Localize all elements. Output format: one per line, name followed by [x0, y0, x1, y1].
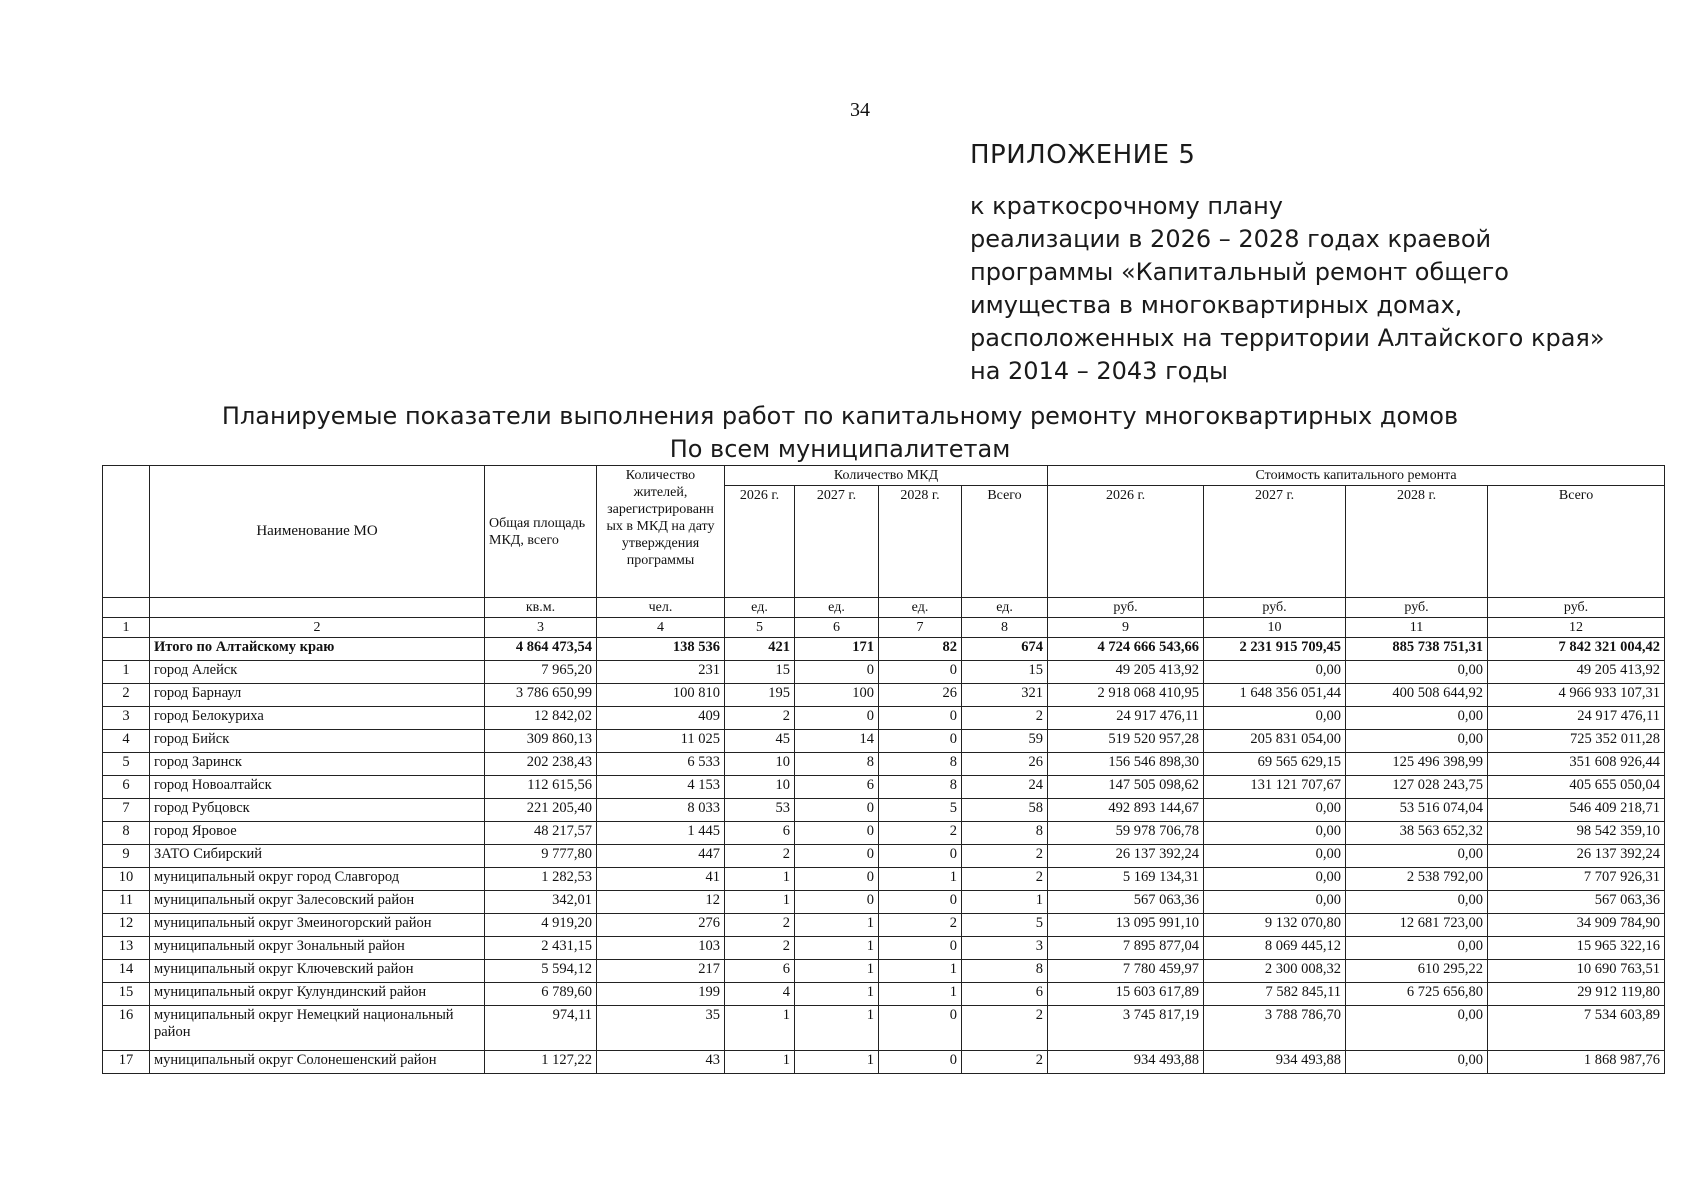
- row-mkd-2028: 0: [879, 937, 962, 960]
- row-residents: 12: [597, 891, 725, 914]
- appendix-subtitle-line: реализации в 2026 – 2028 годах краевой: [970, 225, 1492, 253]
- column-numbers-row: [103, 618, 1665, 638]
- row-mkd-2027: 1: [795, 983, 879, 1006]
- row-cost-total: 15 965 322,16: [1488, 937, 1665, 960]
- row-area: 4 919,20: [485, 914, 597, 937]
- row-area: 5 594,12: [485, 960, 597, 983]
- row-cost-total: 4 966 933 107,31: [1488, 684, 1665, 707]
- row-mkd-2027: 0: [795, 822, 879, 845]
- row-cost-2028: 0,00: [1346, 891, 1488, 914]
- header-index-cell: [103, 466, 150, 598]
- row-residents: 231: [597, 661, 725, 684]
- row-index: 6: [103, 776, 150, 799]
- row-area: 342,01: [485, 891, 597, 914]
- row-cost-2027: 0,00: [1204, 661, 1346, 684]
- unit-cell: руб.: [1488, 598, 1665, 618]
- row-residents: 11 025: [597, 730, 725, 753]
- row-cost-2028: 6 725 656,80: [1346, 983, 1488, 1006]
- row-residents: 1 445: [597, 822, 725, 845]
- total-cost-2027: 2 231 915 709,45: [1204, 638, 1346, 661]
- row-cost-2027: 0,00: [1204, 891, 1346, 914]
- row-cost-2027: 69 565 629,15: [1204, 753, 1346, 776]
- header-name: Наименование МО: [150, 466, 485, 598]
- row-residents: 276: [597, 914, 725, 937]
- row-cost-2028: 0,00: [1346, 845, 1488, 868]
- total-area: 4 864 473,54: [485, 638, 597, 661]
- row-mkd-2027: 0: [795, 661, 879, 684]
- row-area: 221 205,40: [485, 799, 597, 822]
- row-cost-total: 29 912 119,80: [1488, 983, 1665, 1006]
- row-cost-2027: 0,00: [1204, 845, 1346, 868]
- row-mkd-2026: 2: [725, 937, 795, 960]
- row-name: город Заринск: [150, 753, 485, 776]
- row-mkd-2028: 8: [879, 753, 962, 776]
- row-index: 17: [103, 1051, 150, 1074]
- appendix-subtitle: [970, 190, 1610, 388]
- row-cost-2026: 934 493,88: [1048, 1051, 1204, 1074]
- row-mkd-2028: 2: [879, 914, 962, 937]
- header-cost-2027: 2027 г.: [1204, 486, 1346, 598]
- table-row: [103, 661, 1665, 684]
- row-residents: 199: [597, 983, 725, 1006]
- row-mkd-2028: 5: [879, 799, 962, 822]
- header-mkd-2028: 2028 г.: [879, 486, 962, 598]
- total-mkd-total: 674: [962, 638, 1048, 661]
- row-mkd-total: 24: [962, 776, 1048, 799]
- row-cost-total: 7 534 603,89: [1488, 1006, 1665, 1051]
- row-area: 7 965,20: [485, 661, 597, 684]
- row-mkd-2028: 0: [879, 661, 962, 684]
- row-mkd-total: 321: [962, 684, 1048, 707]
- column-number: 11: [1346, 618, 1488, 638]
- unit-cell: [150, 598, 485, 618]
- table-row: [103, 983, 1665, 1006]
- row-mkd-2028: 26: [879, 684, 962, 707]
- row-cost-total: 725 352 011,28: [1488, 730, 1665, 753]
- indicators-table: [102, 465, 1665, 1074]
- row-index: 16: [103, 1006, 150, 1051]
- row-area: 6 789,60: [485, 983, 597, 1006]
- row-mkd-2026: 1: [725, 891, 795, 914]
- row-mkd-2026: 6: [725, 822, 795, 845]
- row-cost-2027: 9 132 070,80: [1204, 914, 1346, 937]
- row-mkd-total: 59: [962, 730, 1048, 753]
- row-cost-total: 10 690 763,51: [1488, 960, 1665, 983]
- row-cost-2028: 2 538 792,00: [1346, 868, 1488, 891]
- row-cost-2028: 53 516 074,04: [1346, 799, 1488, 822]
- row-area: 1 127,22: [485, 1051, 597, 1074]
- row-cost-2028: 0,00: [1346, 1006, 1488, 1051]
- row-cost-2027: 0,00: [1204, 868, 1346, 891]
- row-mkd-2027: 0: [795, 868, 879, 891]
- row-mkd-2028: 1: [879, 983, 962, 1006]
- row-area: 202 238,43: [485, 753, 597, 776]
- appendix-subtitle-line: расположенных на территории Алтайского края»: [970, 324, 1605, 352]
- row-mkd-2026: 1: [725, 1051, 795, 1074]
- header-residents: Количество жителей, зарегистрированн ых в МКД на дату утверждения программы: [597, 466, 725, 598]
- row-cost-total: 351 608 926,44: [1488, 753, 1665, 776]
- row-mkd-2026: 53: [725, 799, 795, 822]
- row-mkd-2026: 45: [725, 730, 795, 753]
- table-row: [103, 1051, 1665, 1074]
- row-index: 2: [103, 684, 150, 707]
- row-cost-2026: 15 603 617,89: [1048, 983, 1204, 1006]
- row-mkd-total: 15: [962, 661, 1048, 684]
- header-mkd-count: Количество МКД: [725, 466, 1048, 486]
- row-cost-total: 567 063,36: [1488, 891, 1665, 914]
- table-row: [103, 753, 1665, 776]
- row-cost-2028: 125 496 398,99: [1346, 753, 1488, 776]
- row-residents: 6 533: [597, 753, 725, 776]
- row-cost-2026: 492 893 144,67: [1048, 799, 1204, 822]
- unit-cell: ед.: [725, 598, 795, 618]
- unit-cell: руб.: [1204, 598, 1346, 618]
- row-cost-2026: 567 063,36: [1048, 891, 1204, 914]
- row-mkd-2027: 1: [795, 1006, 879, 1051]
- row-index: 7: [103, 799, 150, 822]
- total-cost-2028: 885 738 751,31: [1346, 638, 1488, 661]
- row-cost-2028: 0,00: [1346, 661, 1488, 684]
- row-mkd-2026: 2: [725, 914, 795, 937]
- row-cost-2027: 131 121 707,67: [1204, 776, 1346, 799]
- unit-cell: кв.м.: [485, 598, 597, 618]
- row-residents: 43: [597, 1051, 725, 1074]
- row-mkd-2027: 14: [795, 730, 879, 753]
- row-mkd-2026: 195: [725, 684, 795, 707]
- total-row: [103, 638, 1665, 661]
- table-row: [103, 960, 1665, 983]
- row-cost-2027: 0,00: [1204, 822, 1346, 845]
- row-area: 112 615,56: [485, 776, 597, 799]
- total-cost-2026: 4 724 666 543,66: [1048, 638, 1204, 661]
- table-row: [103, 684, 1665, 707]
- row-residents: 41: [597, 868, 725, 891]
- row-mkd-2027: 1: [795, 914, 879, 937]
- row-mkd-2028: 1: [879, 960, 962, 983]
- row-index: 4: [103, 730, 150, 753]
- row-mkd-2026: 1: [725, 1006, 795, 1051]
- header-cost-2028: 2028 г.: [1346, 486, 1488, 598]
- row-index: 1: [103, 661, 150, 684]
- table-row: [103, 707, 1665, 730]
- row-index: 8: [103, 822, 150, 845]
- row-cost-2027: 0,00: [1204, 799, 1346, 822]
- total-mkd-2027: 171: [795, 638, 879, 661]
- row-residents: 103: [597, 937, 725, 960]
- row-mkd-total: 26: [962, 753, 1048, 776]
- row-mkd-total: 2: [962, 707, 1048, 730]
- table-row: [103, 799, 1665, 822]
- row-cost-2028: 0,00: [1346, 1051, 1488, 1074]
- column-number: 4: [597, 618, 725, 638]
- row-area: 2 431,15: [485, 937, 597, 960]
- row-area: 1 282,53: [485, 868, 597, 891]
- row-index: 13: [103, 937, 150, 960]
- table-row: [103, 891, 1665, 914]
- table-title: Планируемые показатели выполнения работ по капитальному ремонту многоквартирных домов: [221, 402, 1459, 430]
- table-row: [103, 914, 1665, 937]
- header-cost-total: Всего: [1488, 486, 1665, 598]
- appendix-subtitle-line: к краткосрочному плану: [970, 192, 1283, 220]
- unit-cell: [103, 598, 150, 618]
- table-subtitle: По всем муниципалитетам: [669, 435, 1011, 463]
- row-name: город Бийск: [150, 730, 485, 753]
- column-number: 1: [103, 618, 150, 638]
- appendix-subtitle-line: на 2014 – 2043 годы: [970, 357, 1228, 385]
- row-residents: 4 153: [597, 776, 725, 799]
- row-cost-2028: 400 508 644,92: [1346, 684, 1488, 707]
- row-area: 9 777,80: [485, 845, 597, 868]
- row-mkd-total: 1: [962, 891, 1048, 914]
- column-number: 7: [879, 618, 962, 638]
- units-row: [103, 598, 1665, 618]
- row-cost-2028: 610 295,22: [1346, 960, 1488, 983]
- row-cost-2026: 13 095 991,10: [1048, 914, 1204, 937]
- row-cost-2028: 127 028 243,75: [1346, 776, 1488, 799]
- column-number: 10: [1204, 618, 1346, 638]
- row-cost-2027: 934 493,88: [1204, 1051, 1346, 1074]
- row-cost-total: 98 542 359,10: [1488, 822, 1665, 845]
- row-name: муниципальный округ Солонешенский район: [150, 1051, 485, 1074]
- row-mkd-total: 3: [962, 937, 1048, 960]
- row-cost-2026: 26 137 392,24: [1048, 845, 1204, 868]
- row-area: 3 786 650,99: [485, 684, 597, 707]
- row-mkd-total: 58: [962, 799, 1048, 822]
- row-cost-2027: 8 069 445,12: [1204, 937, 1346, 960]
- row-mkd-2026: 2: [725, 845, 795, 868]
- page-number: 34: [850, 99, 870, 121]
- row-mkd-2027: 0: [795, 845, 879, 868]
- header-area: Общая площадь МКД, всего: [485, 466, 597, 598]
- row-cost-2027: 3 788 786,70: [1204, 1006, 1346, 1051]
- row-mkd-2028: 0: [879, 891, 962, 914]
- row-cost-2026: 49 205 413,92: [1048, 661, 1204, 684]
- row-area: 48 217,57: [485, 822, 597, 845]
- row-cost-2027: 0,00: [1204, 707, 1346, 730]
- row-cost-total: 49 205 413,92: [1488, 661, 1665, 684]
- header-mkd-2027: 2027 г.: [795, 486, 879, 598]
- row-mkd-2027: 1: [795, 1051, 879, 1074]
- row-mkd-total: 8: [962, 822, 1048, 845]
- row-index: 15: [103, 983, 150, 1006]
- table-row: [103, 845, 1665, 868]
- row-area: 12 842,02: [485, 707, 597, 730]
- row-cost-total: 26 137 392,24: [1488, 845, 1665, 868]
- row-mkd-2027: 100: [795, 684, 879, 707]
- row-name: муниципальный округ Зональный район: [150, 937, 485, 960]
- row-name: город Яровое: [150, 822, 485, 845]
- row-mkd-total: 2: [962, 1051, 1048, 1074]
- row-mkd-2026: 10: [725, 753, 795, 776]
- row-mkd-total: 6: [962, 983, 1048, 1006]
- row-mkd-total: 2: [962, 845, 1048, 868]
- row-mkd-2027: 1: [795, 960, 879, 983]
- header-mkd-2026: 2026 г.: [725, 486, 795, 598]
- row-mkd-2026: 6: [725, 960, 795, 983]
- row-area: 974,11: [485, 1006, 597, 1051]
- column-number: 6: [795, 618, 879, 638]
- row-residents: 447: [597, 845, 725, 868]
- row-mkd-2028: 0: [879, 707, 962, 730]
- total-mkd-2026: 421: [725, 638, 795, 661]
- row-index: 5: [103, 753, 150, 776]
- unit-cell: ед.: [879, 598, 962, 618]
- column-number: 8: [962, 618, 1048, 638]
- row-cost-2026: 7 895 877,04: [1048, 937, 1204, 960]
- row-name: ЗАТО Сибирский: [150, 845, 485, 868]
- row-cost-total: 34 909 784,90: [1488, 914, 1665, 937]
- row-cost-2026: 156 546 898,30: [1048, 753, 1204, 776]
- row-name: город Рубцовск: [150, 799, 485, 822]
- column-number: 12: [1488, 618, 1665, 638]
- row-residents: 217: [597, 960, 725, 983]
- row-mkd-2026: 15: [725, 661, 795, 684]
- row-residents: 35: [597, 1006, 725, 1051]
- row-cost-2028: 38 563 652,32: [1346, 822, 1488, 845]
- row-mkd-2028: 2: [879, 822, 962, 845]
- total-index: [103, 638, 150, 661]
- row-cost-total: 24 917 476,11: [1488, 707, 1665, 730]
- column-number: 9: [1048, 618, 1204, 638]
- appendix-subtitle-line: имущества в многоквартирных домах,: [970, 291, 1463, 319]
- unit-cell: ед.: [795, 598, 879, 618]
- row-cost-2028: 0,00: [1346, 937, 1488, 960]
- appendix-block: [970, 140, 1610, 388]
- unit-cell: руб.: [1346, 598, 1488, 618]
- row-cost-2026: 5 169 134,31: [1048, 868, 1204, 891]
- row-name: муниципальный округ Змеиногорский район: [150, 914, 485, 937]
- row-cost-2028: 12 681 723,00: [1346, 914, 1488, 937]
- row-cost-2026: 24 917 476,11: [1048, 707, 1204, 730]
- row-residents: 8 033: [597, 799, 725, 822]
- row-index: 12: [103, 914, 150, 937]
- row-cost-2028: 0,00: [1346, 730, 1488, 753]
- row-cost-2026: 147 505 098,62: [1048, 776, 1204, 799]
- row-mkd-2026: 2: [725, 707, 795, 730]
- row-mkd-total: 5: [962, 914, 1048, 937]
- row-mkd-2028: 0: [879, 845, 962, 868]
- total-residents: 138 536: [597, 638, 725, 661]
- row-residents: 100 810: [597, 684, 725, 707]
- row-name: муниципальный округ город Славгород: [150, 868, 485, 891]
- row-cost-2028: 0,00: [1346, 707, 1488, 730]
- column-number: 5: [725, 618, 795, 638]
- row-cost-total: 1 868 987,76: [1488, 1051, 1665, 1074]
- row-index: 10: [103, 868, 150, 891]
- row-index: 3: [103, 707, 150, 730]
- row-cost-2026: 2 918 068 410,95: [1048, 684, 1204, 707]
- appendix-title: ПРИЛОЖЕНИЕ 5: [970, 140, 1196, 170]
- row-mkd-2026: 1: [725, 868, 795, 891]
- header-mkd-total: Всего: [962, 486, 1048, 598]
- row-mkd-2028: 0: [879, 1006, 962, 1051]
- table-row: [103, 1006, 1665, 1051]
- total-name: Итого по Алтайскому краю: [150, 638, 485, 661]
- unit-cell: ед.: [962, 598, 1048, 618]
- column-number: 3: [485, 618, 597, 638]
- row-cost-2026: 3 745 817,19: [1048, 1006, 1204, 1051]
- row-mkd-total: 2: [962, 868, 1048, 891]
- row-name: муниципальный округ Ключевский район: [150, 960, 485, 983]
- row-mkd-2028: 0: [879, 730, 962, 753]
- total-mkd-2028: 82: [879, 638, 962, 661]
- row-cost-2027: 7 582 845,11: [1204, 983, 1346, 1006]
- row-mkd-2027: 0: [795, 891, 879, 914]
- table-row: [103, 822, 1665, 845]
- appendix-subtitle-line: программы «Капитальный ремонт общего: [970, 258, 1509, 286]
- row-mkd-2026: 4: [725, 983, 795, 1006]
- row-name: город Белокуриха: [150, 707, 485, 730]
- row-cost-total: 405 655 050,04: [1488, 776, 1665, 799]
- row-index: 11: [103, 891, 150, 914]
- table-body: [103, 638, 1665, 1074]
- row-area: 309 860,13: [485, 730, 597, 753]
- row-mkd-2027: 8: [795, 753, 879, 776]
- row-index: 14: [103, 960, 150, 983]
- row-residents: 409: [597, 707, 725, 730]
- row-cost-2027: 2 300 008,32: [1204, 960, 1346, 983]
- header-row-1: [103, 466, 1665, 486]
- row-mkd-2028: 1: [879, 868, 962, 891]
- row-name: муниципальный округ Немецкий национальный район: [150, 1006, 485, 1051]
- row-cost-total: 546 409 218,71: [1488, 799, 1665, 822]
- row-name: город Барнаул: [150, 684, 485, 707]
- row-name: муниципальный округ Залесовский район: [150, 891, 485, 914]
- row-cost-2026: 519 520 957,28: [1048, 730, 1204, 753]
- row-index: 9: [103, 845, 150, 868]
- row-mkd-2028: 8: [879, 776, 962, 799]
- row-mkd-2027: 0: [795, 707, 879, 730]
- row-mkd-2026: 10: [725, 776, 795, 799]
- row-name: город Новоалтайск: [150, 776, 485, 799]
- row-mkd-total: 2: [962, 1006, 1048, 1051]
- table-row: [103, 868, 1665, 891]
- row-cost-total: 7 707 926,31: [1488, 868, 1665, 891]
- total-cost-total: 7 842 321 004,42: [1488, 638, 1665, 661]
- header-cost-2026: 2026 г.: [1048, 486, 1204, 598]
- row-mkd-2027: 6: [795, 776, 879, 799]
- table-row: [103, 730, 1665, 753]
- unit-cell: руб.: [1048, 598, 1204, 618]
- table-row: [103, 937, 1665, 960]
- row-mkd-2028: 0: [879, 1051, 962, 1074]
- table-row: [103, 776, 1665, 799]
- row-cost-2026: 7 780 459,97: [1048, 960, 1204, 983]
- row-mkd-2027: 1: [795, 937, 879, 960]
- unit-cell: чел.: [597, 598, 725, 618]
- row-mkd-2027: 0: [795, 799, 879, 822]
- row-name: город Алейск: [150, 661, 485, 684]
- row-cost-2027: 1 648 356 051,44: [1204, 684, 1346, 707]
- row-mkd-total: 8: [962, 960, 1048, 983]
- row-cost-2026: 59 978 706,78: [1048, 822, 1204, 845]
- column-number: 2: [150, 618, 485, 638]
- header-cost: Стоимость капитального ремонта: [1048, 466, 1665, 486]
- row-cost-2027: 205 831 054,00: [1204, 730, 1346, 753]
- row-name: муниципальный округ Кулундинский район: [150, 983, 485, 1006]
